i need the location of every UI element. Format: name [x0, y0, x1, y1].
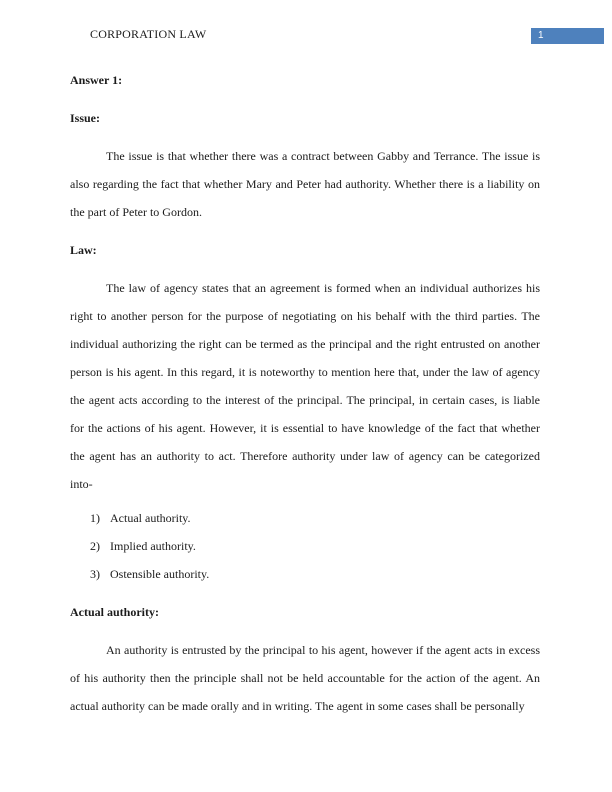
heading-answer: Answer 1: — [70, 73, 123, 87]
page-number: 1 — [538, 30, 544, 41]
heading-issue: Issue: — [70, 111, 101, 125]
list-item — [70, 560, 540, 588]
list-item — [70, 532, 540, 560]
paragraph-law: The law of agency states that an agreement is formed when an individual authorizes his right to another person for the purpose of negotiating on his behalf with the third parties. The individual authorizing the right can be termed as the principal and the right entrusted on another person is his agent. In this regard, it is noteworthy to mention here that, under the law of agency the agent acts according to the interest of the principal. The principal, in certain cases, is liable for the actions of his agent. However, it is essential to have knowledge of the fact that whether the agent has an authority to act. Therefore authority under law of agency can be categorized into- — [70, 281, 540, 491]
list-item-marker: 3) — [90, 567, 100, 581]
header-title: CORPORATION LAW — [90, 27, 207, 41]
list-item-text: Ostensible authority. — [110, 567, 210, 581]
list-item-marker: 1) — [90, 511, 100, 525]
list-item-text: Implied authority. — [110, 539, 196, 553]
page-number-badge — [531, 28, 604, 44]
paragraph-actual-authority: An authority is entrusted by the principal to his agent, however if the agent acts in excess of his authority then the principle shall not be held accountable for the action of the agent. An actual authority can be made orally and in writing. The agent in some cases shall be personally — [70, 643, 540, 713]
document-body — [70, 66, 540, 730]
authority-list — [70, 504, 540, 588]
list-item-text: Actual authority. — [110, 511, 191, 525]
list-item — [70, 504, 540, 532]
list-item-marker: 2) — [90, 539, 100, 553]
paragraph-issue: The issue is that whether there was a contract between Gabby and Terrance. The issue is also regarding the fact that whether Mary and Peter had authority. Whether there is a liability on the part of Peter to Gordon. — [70, 149, 540, 219]
heading-actual-authority: Actual authority: — [70, 605, 159, 619]
heading-law: Law: — [70, 243, 97, 257]
